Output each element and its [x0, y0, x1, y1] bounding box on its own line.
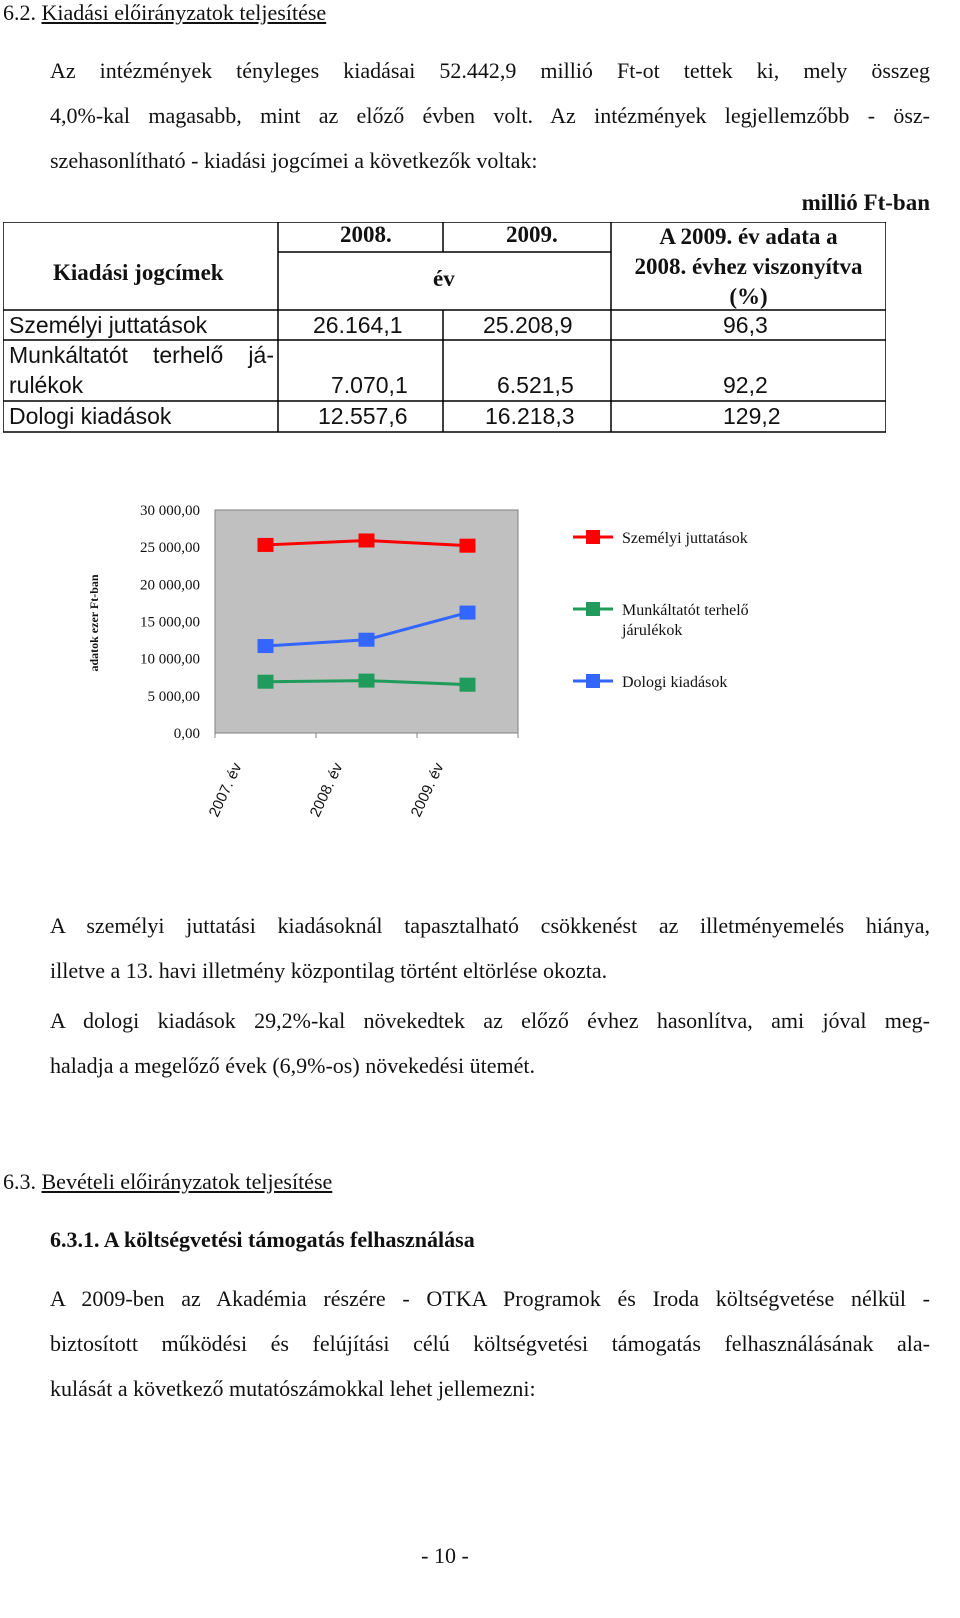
paragraph-line: haladja a megelőző évek (6,9%-os) növekedési ütemét. [50, 1053, 536, 1078]
legend-marker [586, 530, 600, 544]
header-ratio-line: (%) [729, 284, 768, 309]
row-value-2008: 12.557,6 [318, 403, 408, 429]
x-tick-label: 2007. év [205, 760, 246, 820]
header-year-2008: 2008. [340, 222, 392, 247]
data-point [359, 633, 375, 647]
header-ratio-line: A 2009. év adata a [659, 224, 838, 249]
section-number: 6.3. [3, 1169, 36, 1194]
intro-line: szehasonlítható - kiadási jogcímei a következők voltak: [50, 148, 538, 173]
row-label-cont: rulékok [9, 372, 84, 398]
row-value-2008: 26.164,1 [313, 312, 403, 338]
row-value-pct: 129,2 [723, 403, 781, 429]
data-point [460, 606, 476, 620]
paragraph-line: A személyi juttatási kiadásoknál tapasztalható csökkenést az illetményemelés hiánya, [50, 913, 930, 938]
row-value-2009: 16.218,3 [485, 403, 575, 429]
data-point [258, 675, 274, 689]
paragraph-closing [50, 1276, 930, 1411]
subsection-heading-6-3-1 [50, 1227, 475, 1253]
paragraph-personal [50, 903, 930, 993]
legend-label: Munkáltatót terhelő [622, 602, 749, 619]
y-tick-label: 25 000,00 [140, 540, 200, 557]
legend-label: járulékok [622, 622, 683, 639]
row-value-2009: 25.208,9 [483, 312, 573, 338]
x-tick-label: 2008. év [306, 760, 347, 820]
data-point [258, 538, 274, 552]
data-point [460, 678, 476, 692]
legend-label: Személyi juttatások [622, 530, 748, 547]
header-ratio-line: 2008. évhez viszonyítva [634, 254, 863, 279]
data-point [359, 533, 375, 547]
section-number: 6.2. [3, 0, 36, 25]
section-heading-6-3 [3, 1169, 332, 1195]
data-point [359, 674, 375, 688]
section-title: Bevételi előirányzatok teljesítése [41, 1169, 333, 1194]
row-value-pct: 96,3 [723, 312, 768, 338]
section-title: Kiadási előirányzatok teljesítése [41, 0, 327, 25]
subsection-number: 6.3.1. [50, 1227, 100, 1252]
x-tick-label: 2009. év [407, 760, 448, 820]
y-tick-label: 10 000,00 [140, 651, 200, 668]
y-tick-label: 0,00 [173, 726, 200, 742]
intro-line: Az intézmények tényleges kiadásai 52.442,9 millió Ft-ot tettek ki, mely összeg [50, 58, 930, 83]
intro-paragraph [50, 48, 930, 183]
header-ratio [615, 222, 882, 312]
paragraph-line: illetve a 13. havi illetmény központilag történt eltörlése okozta. [50, 958, 608, 983]
paragraph-line: kulását a következő mutatószámokkal lehet jellemezni: [50, 1376, 536, 1401]
data-point [460, 539, 476, 553]
paragraph-line: A dologi kiadások 29,2%-kal növekedtek az előző évhez hasonlítva, ami jóval meg- [50, 1008, 930, 1033]
page-number: - 10 - [421, 1543, 469, 1568]
header-label-column: Kiadási jogcímek [53, 260, 224, 285]
y-tick-label: 5 000,00 [147, 688, 200, 705]
subsection-title: A költségvetési támogatás felhasználása [103, 1227, 475, 1252]
section-heading-6-2 [3, 0, 326, 26]
paragraph-line: biztosított működési és felújítási célú költségvetési támogatás felhasználásának ala- [50, 1331, 930, 1356]
y-tick-label: 20 000,00 [140, 577, 200, 594]
expense-line-chart [70, 505, 830, 835]
header-year-2009: 2009. [506, 222, 558, 247]
paragraph-line: A 2009-ben az Akadémia részére - OTKA Programok és Iroda költségvetése nélkül - [50, 1286, 930, 1311]
header-years-caption: év [433, 266, 455, 291]
legend-label: Dologi kiadások [622, 674, 728, 691]
row-value-pct: 92,2 [723, 372, 768, 398]
y-axis-label: adatok ezer Ft-ban [87, 574, 101, 672]
row-label: Személyi juttatások [9, 312, 208, 338]
legend-marker [586, 674, 600, 688]
expense-table [3, 222, 886, 444]
row-label: Dologi kiadások [9, 403, 172, 429]
row-label: Munkáltatót terhelő já- [9, 342, 274, 368]
intro-line: 4,0%-kal magasabb, mint az előző évben volt. Az intézmények legjellemzőbb - ösz- [50, 103, 930, 128]
data-point [258, 639, 274, 653]
paragraph-material [50, 998, 930, 1088]
y-tick-label: 15 000,00 [140, 614, 200, 631]
legend-marker [586, 602, 600, 616]
row-value-2008: 7.070,1 [331, 372, 408, 398]
row-value-2009: 6.521,5 [497, 372, 574, 398]
table-unit: millió Ft-ban [801, 190, 930, 215]
y-tick-label: 30 000,00 [140, 505, 200, 519]
